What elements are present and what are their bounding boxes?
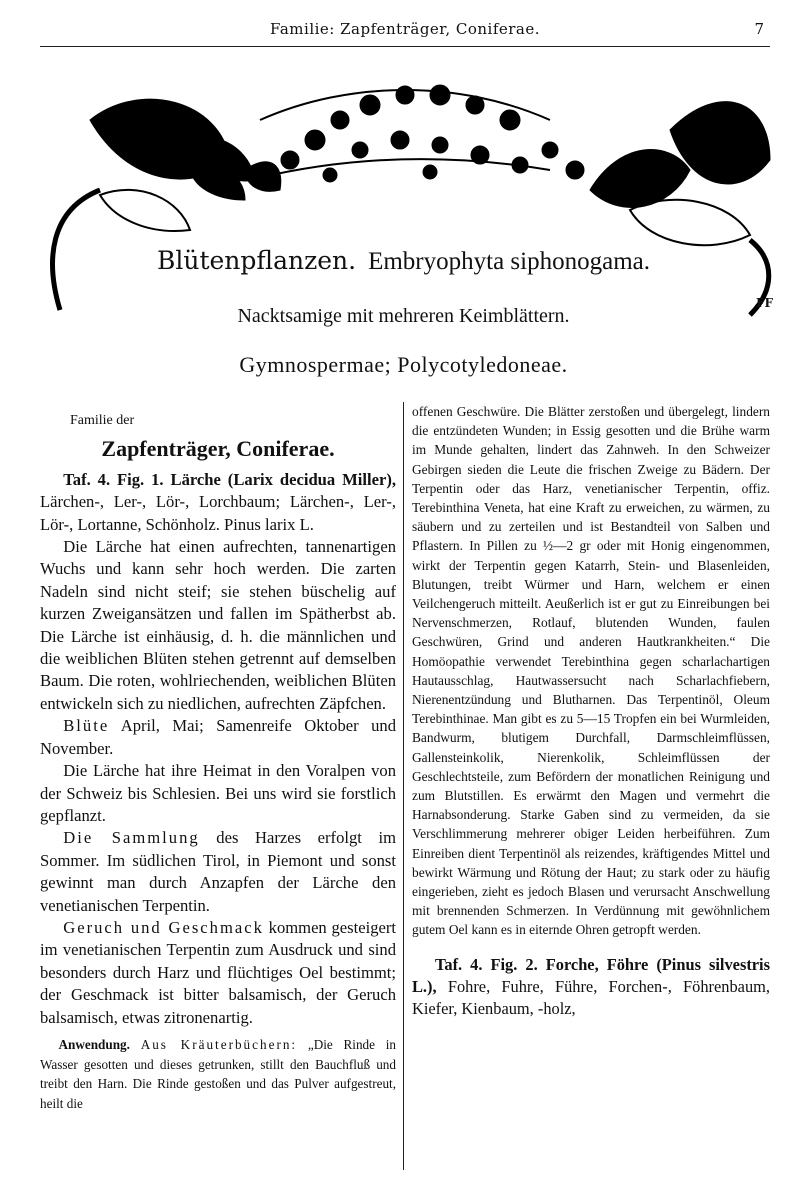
description-paragraph: Die Lärche hat einen aufrechten, tannenartigen Wuchs und kann sehr hoch werden. Die zarten Nadeln sind nicht steif; sie stehen büschelig auf kurzen Zweigansätzen und fallen im Spätherbst ab. Die Lärche ist einhäusig, d. h. die männlichen und die weiblichen Blüten stehen getrennt auf demselben Baum. Die roten, wohlriechenden, weiblichen Blüten entwickeln sich zu niedlichen, aufrechten Zäpfchen. bbox=[40, 537, 396, 713]
fig2-entry bbox=[412, 954, 770, 1020]
artist-monogram: FF bbox=[755, 296, 773, 310]
fig2-ref: Taf. 4. Fig. 2. bbox=[434, 954, 538, 974]
fig2-name: Forche, Föhre (Pinus silvestris L.), bbox=[412, 954, 770, 996]
usage-continued-paragraph: offenen Geschwüre. Die Blätter zerstoßen und übergelegt, lindern die entzündeten Wunden; in Essig gesotten und die Brühe warm im Munde gehalten, lindert das Zahnweh. In den Schweizer Gebirgen sieden die Leute die frischen Zweige zu Bädern. Der Terpentin oder das Harz, venetianischer Terpentin, offiz. Terebinthina Veneta, hat eine Kraft zu erweichen, zu wärmen, zu säubern und zu zerteilen und ist Bestandteil von Salben und Pflastern. In Pillen zu ½—2 gr oder mit Honig eingenommen, wirkt der Terpentin gegen Katarrh, Stein- und Blasenleiden, Blutungen, treibt Würmer und Harn, welchem er einen Veilchengeruch mitteilt. Aeußerlich ist er gut zu Einreibungen bei Nervenschmerzen, Rotlauf, blutenden Wunden, faulen Geschwüren, Grind und anderen Hautkrankheiten.“ Die Homöopathie verwendet Terebinthina gegen scharlachartigen Hautausschlag, Hautwassersucht nach Scharlachfiebern, Nierenentzündung und Blutharnen. Das Terpentinöl, Oleum Terebinthinae. Man gibt es zu 5—15 Tropfen ein bei Wurmleiden, Bandwurm, blutigem Durchfall, Darmschleimflüssen, Gallensteinkolik, Nierenkolik, Schleimflüssen der Geschlechtsteile, zum Befördern der monatlichen Reinigung und zum Blutstillen. Es erwärmt den Magen und vermehrt die Harnabsonderung. Starke Gaben sind zu vermeiden, da sie Verschlimmerung mehrerer obiger Leiden herbeiführen. Zum Einreiben dient Terpentinöl als reizendes, kräftigendes Mittel und bewirkt Wärmung und Rötung der Haut; zu stark oder zu häufig eingerieben, zieht es jedoch Blasen und verursacht Anschwellung mit brennenden Schmerzen. In Verdünnung mit gewöhnlichem gutem Oel kann es in eiternde Ohren getropft werden. bbox=[412, 404, 770, 938]
bloom-text: April, Mai; Samenreife Oktober und November. bbox=[40, 716, 396, 758]
title-latin: Embryophyta siphonogama. bbox=[368, 248, 650, 275]
smell-paragraph bbox=[40, 917, 396, 1029]
running-header bbox=[40, 20, 770, 47]
running-title: Familie: Zapfenträger, Coniferae. bbox=[269, 20, 541, 38]
right-column bbox=[412, 402, 770, 1190]
collection-paragraph bbox=[40, 827, 396, 917]
family-label: Familie der bbox=[70, 413, 135, 428]
smell-text: kommen gesteigert im venetianischen Terpentin zum Ausdruck und sind besonders durch Harz und flüchtiges Oel bestimmt; der Geschmack ist bitter balsamisch, der Geruch balsamisch, etwas zitronenartig. bbox=[40, 917, 396, 1027]
column-divider bbox=[403, 402, 404, 1170]
fig1-entry bbox=[40, 469, 396, 536]
left-column bbox=[40, 402, 396, 1190]
title-german: Blütenpflanzen. bbox=[156, 246, 357, 275]
fig1-ref: Taf. 4. Fig. 1. bbox=[63, 469, 164, 489]
floral-ornament-image bbox=[30, 60, 790, 320]
section-subtitle-german: Nacktsamige mit mehreren Keimblättern. bbox=[237, 305, 570, 327]
collection-label: Die Sammlung bbox=[63, 828, 200, 848]
usage-text: „Die Rinde in Wasser gesotten und dieses getrunken, stillt den Bauchfluß und treibt den Harn. Die Rinde gestoßen und das Pulver aufgestreut, heilt die bbox=[40, 1036, 396, 1111]
usage-source: Aus Kräuterbüchern: bbox=[140, 1036, 298, 1052]
collection-text: des Harzes erfolgt im Sommer. Im südlichen Tirol, in Piemont und sonst gewinnt man durch Anzapfen der Lärche den venetianischen Terpentin. bbox=[40, 828, 396, 915]
bloom-label: Blüte bbox=[63, 716, 110, 736]
habitat-paragraph: Die Lärche hat ihre Heimat in den Voralpen von der Schweiz bis Schlesien. Bei uns wird sie forstlich gepflanzt. bbox=[40, 761, 396, 825]
bloom-paragraph bbox=[40, 715, 396, 760]
page-number: 7 bbox=[754, 20, 764, 38]
usage-paragraph bbox=[40, 1035, 396, 1113]
section-title bbox=[0, 246, 807, 276]
usage-label: Anwendung. bbox=[58, 1036, 130, 1052]
fig1-name: Lärche (Larix decidua Miller), bbox=[170, 469, 396, 489]
fig1-synonyms: Lärchen-, Ler-, Lör-, Lorchbaum; Lärchen-, Ler-, Lör-, Lortanne, Schönholz. Pinus larix L. bbox=[40, 492, 396, 534]
family-name: Zapfenträger, Coniferae. bbox=[101, 436, 335, 462]
smell-label: Geruch und Geschmack bbox=[63, 917, 264, 937]
section-subtitle-latin: Gymnospermae; Polycotyledoneae. bbox=[239, 352, 568, 377]
fig2-synonyms: Fohre, Fuhre, Führe, Forchen-, Föhrenbaum, Kiefer, Kienbaum, -holz, bbox=[412, 976, 770, 1018]
